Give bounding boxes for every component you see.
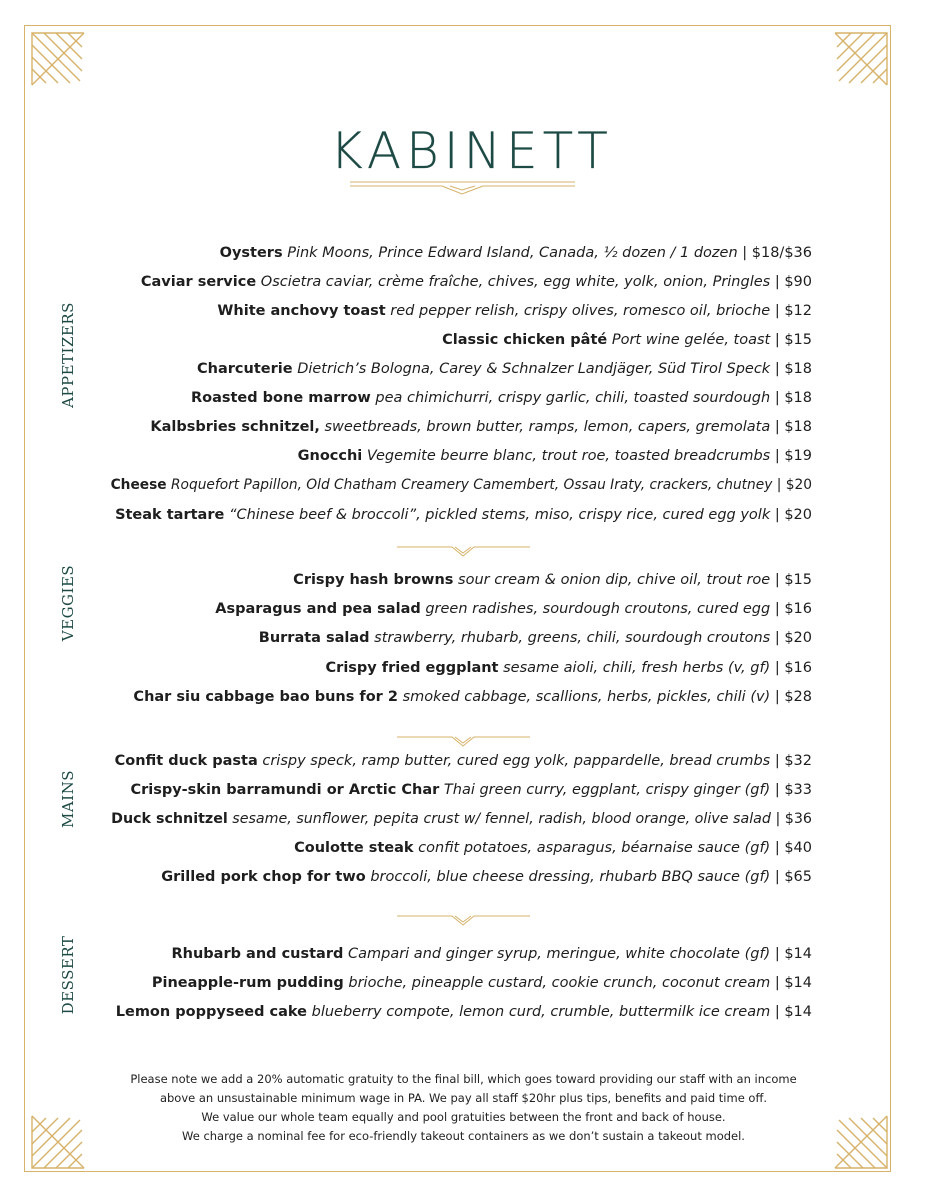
- menu-item: Charcuterie Dietrich’s Bologna, Carey & Schnalzer Landjäger, Süd Tirol Speck | $18: [197, 361, 812, 377]
- menu-item: Grilled pork chop for two broccoli, blue cheese dressing, rhubarb BBQ sauce (gf) | $65: [161, 869, 812, 885]
- menu-item: Char siu cabbage bao buns for 2 smoked cabbage, scallions, herbs, pickles, chili (v) | $28: [133, 689, 812, 705]
- section-divider: [397, 544, 530, 558]
- section-divider: [397, 734, 530, 748]
- corner-ornament-bottom-left: [30, 1114, 86, 1170]
- footer-line: above an unsustainable minimum wage in PA. We pay all staff $20hr plus tips, benefits and paid time off.: [159, 1091, 768, 1105]
- menu-item: Steak tartare “Chinese beef & broccoli”, pickled stems, miso, crispy rice, cured egg yolk | $20: [115, 507, 812, 523]
- footer-line: We charge a nominal fee for eco-friendly takeout containers as we don’t sustain a takeout model.: [182, 1129, 745, 1143]
- corner-ornament-top-left: [30, 31, 86, 87]
- menu-item: Confit duck pasta crispy speck, ramp butter, cured egg yolk, pappardelle, bread crumbs | $32: [114, 753, 812, 769]
- logo-ornament: [330, 180, 595, 196]
- menu-item: Gnocchi Vegemite beurre blanc, trout roe, toasted breadcrumbs | $19: [297, 448, 812, 464]
- footer-line: Please note we add a 20% automatic gratuity to the final bill, which goes toward providing our staff with an income: [130, 1072, 797, 1086]
- menu-item: Caviar service Oscietra caviar, crème fraîche, chives, egg white, yolk, onion, Pringles | $90: [140, 274, 812, 290]
- menu-item: Oysters Pink Moons, Prince Edward Island, Canada, ½ dozen / 1 dozen | $18/$36: [219, 245, 812, 261]
- footer-line: We value our whole team equally and pool gratuities between the front and back of house.: [201, 1110, 726, 1124]
- gratuity-note: [100, 1070, 827, 1146]
- menu-item: Lemon poppyseed cake blueberry compote, lemon curd, crumble, buttermilk ice cream | $14: [115, 1004, 812, 1020]
- menu-item: Duck schnitzel sesame, sunflower, pepita crust w/ fennel, radish, blood orange, olive salad | $36: [111, 811, 812, 827]
- menu-item: White anchovy toast red pepper relish, crispy olives, romesco oil, brioche | $12: [217, 303, 812, 319]
- menu-item: Pineapple-rum pudding brioche, pineapple custard, cookie crunch, coconut cream | $14: [151, 975, 812, 991]
- restaurant-name: KABINETT: [330, 122, 613, 180]
- menu-item: Crispy fried eggplant sesame aioli, chili, fresh herbs (v, gf) | $16: [325, 660, 812, 676]
- menu-item: Burrata salad strawberry, rhubarb, greens, chili, sourdough croutons | $20: [258, 630, 812, 646]
- corner-ornament-bottom-right: [833, 1114, 889, 1170]
- menu-item: Cheese Roquefort Papillon, Old Chatham Creamery Camembert, Ossau Iraty, crackers, chutney | $20: [110, 477, 812, 493]
- menu-item: Kalbsbries schnitzel, sweetbreads, brown butter, ramps, lemon, capers, gremolata | $18: [150, 419, 812, 435]
- section-divider: [397, 913, 530, 927]
- menu-item: Crispy hash browns sour cream & onion dip, chive oil, trout roe | $15: [293, 572, 812, 588]
- menu-item: Asparagus and pea salad green radishes, sourdough croutons, cured egg | $16: [215, 601, 812, 617]
- menu-item: Roasted bone marrow pea chimichurri, crispy garlic, chili, toasted sourdough | $18: [190, 390, 812, 406]
- menu-item: Classic chicken pâté Port wine gelée, toast | $15: [442, 332, 812, 348]
- menu-item: Rhubarb and custard Campari and ginger syrup, meringue, white chocolate (gf) | $14: [171, 946, 812, 962]
- menu-item: Crispy-skin barramundi or Arctic Char Thai green curry, eggplant, crispy ginger (gf) | $33: [130, 782, 812, 798]
- menu-item: Coulotte steak confit potatoes, asparagus, béarnaise sauce (gf) | $40: [294, 840, 812, 856]
- restaurant-logo: [330, 122, 613, 202]
- corner-ornament-top-right: [833, 31, 889, 87]
